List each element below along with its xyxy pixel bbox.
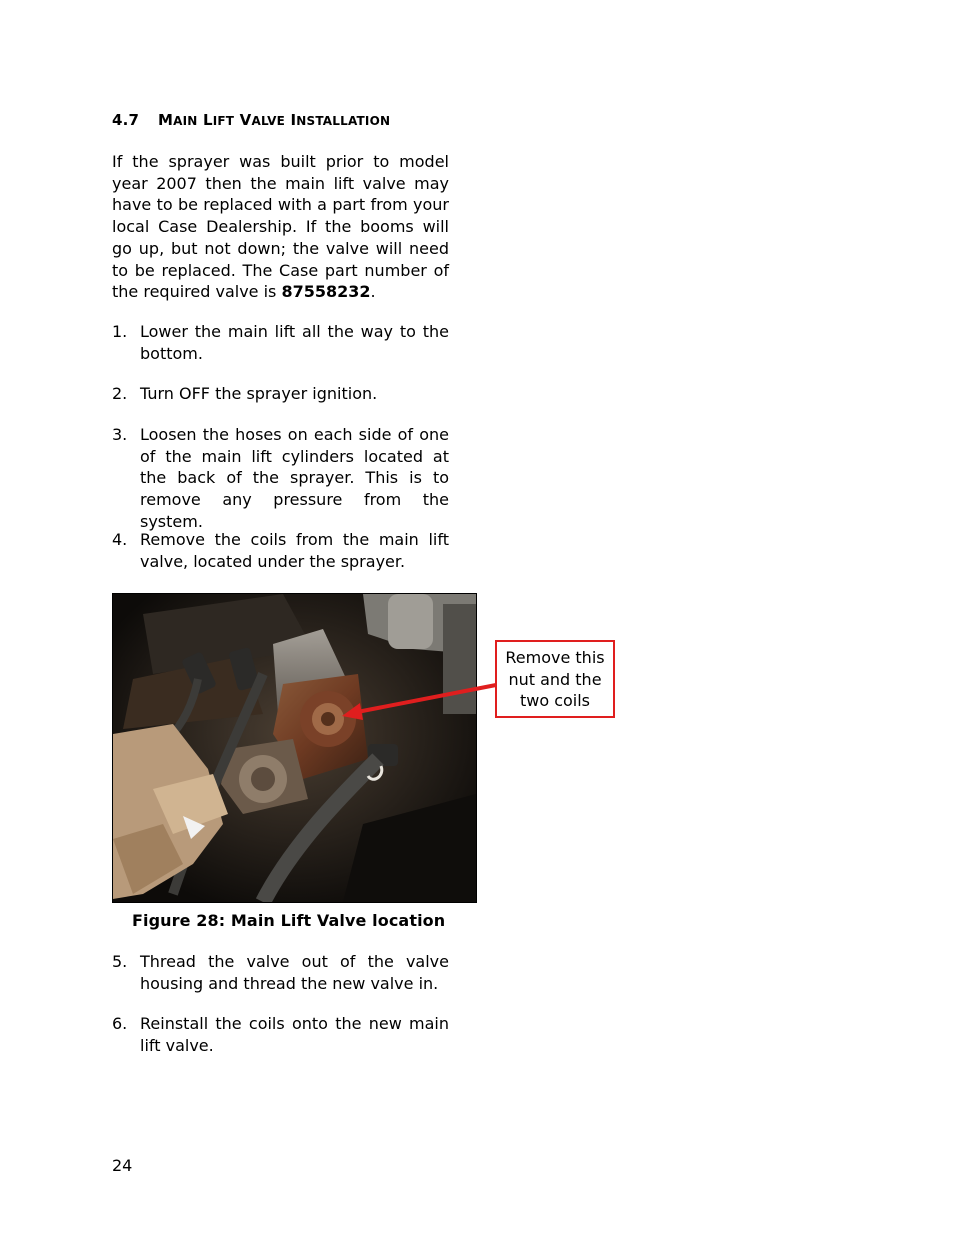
step-item: 6. Reinstall the coils onto the new main lift valve. <box>112 1014 449 1055</box>
step-item: 4. Remove the coils from the main lift valve, located under the sprayer. <box>112 530 449 571</box>
figure-caption: Figure 28: Main Lift Valve location <box>132 911 446 930</box>
valve-photo <box>112 593 477 903</box>
step-item: 1. Lower the main lift all the way to the bottom. <box>112 322 449 363</box>
valve-photo-illustration <box>113 594 476 902</box>
step-item: 2. Turn OFF the sprayer ignition. <box>112 384 378 403</box>
callout-arrow <box>330 675 500 725</box>
step-item: 3. Loosen the hoses on each side of one of the main lift cylinders located at the back of the sprayer. This is to remove any pressure from the system. <box>112 425 449 531</box>
page-number: 24 <box>112 1156 133 1175</box>
callout-box: Remove this nut and the two coils <box>495 640 615 718</box>
section-title: MAIN LIFT VALVE INSTALLATION <box>158 111 391 129</box>
section-heading <box>112 111 390 129</box>
intro-paragraph: If the sprayer was built prior to model year 2007 then the main lift valve may have to be replaced with a part from your local Case Dealership. If the booms will go up, but not down; the valve will need to be replaced. The Case part number of the required valve is 87558232. <box>112 152 449 302</box>
step-item: 5. Thread the valve out of the valve housing and thread the new valve in. <box>112 952 449 993</box>
section-number: 4.7 <box>112 111 140 129</box>
part-number: 87558232 <box>281 282 371 302</box>
